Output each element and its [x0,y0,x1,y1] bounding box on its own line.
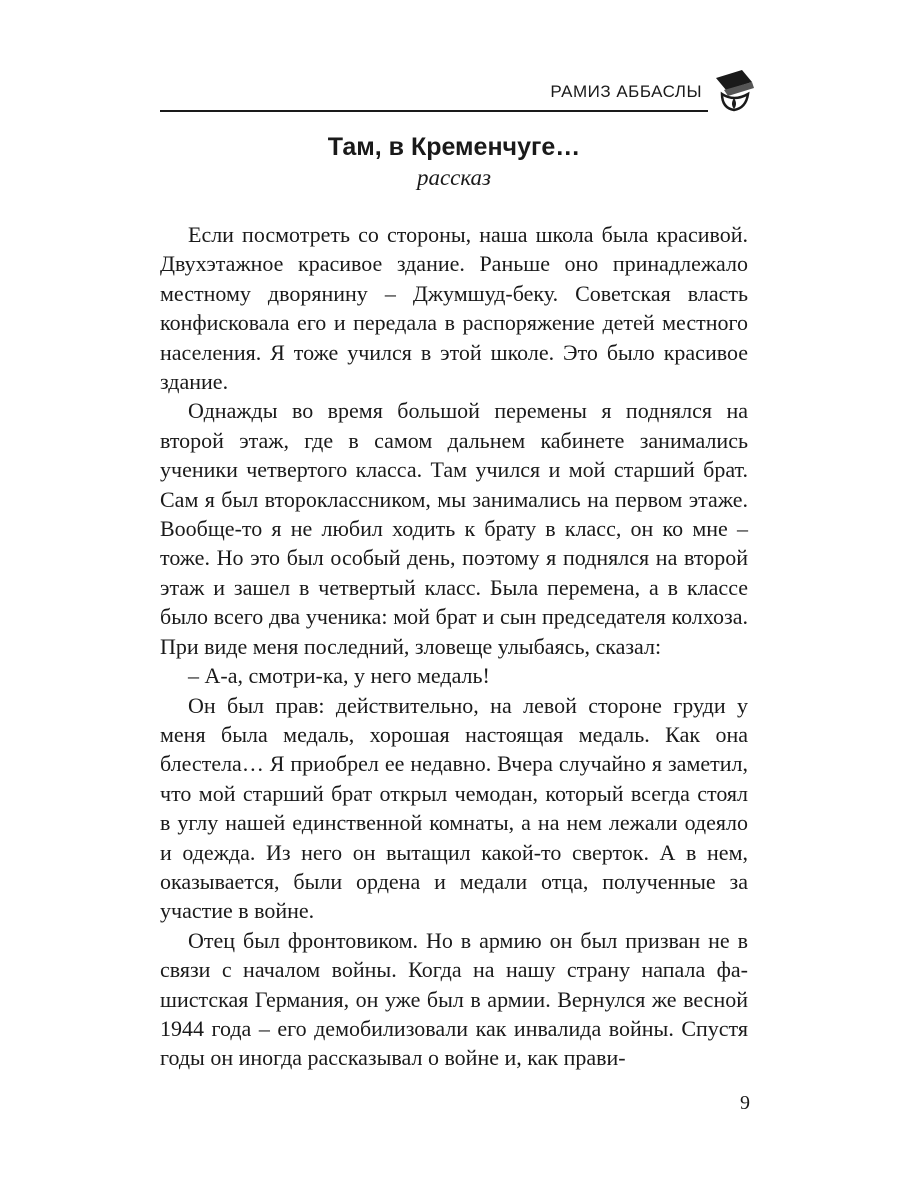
paragraph: Однажды во время большой перемены я поднялся на второй этаж, где в самом дальнем кабинете занимались ученики четвертого класса. Там учился и мой старший брат. Сам я был второклассником, мы занимались на первом этаже. Вообще-то я не любил ходить к брату в класс, он ко мне – тоже. Но это был особый день, поэтому я поднялся на второй этаж и зашел в четвертый класс. Была перемена, а в классе было всего два ученика: мой брат и сын председателя колхоза. При виде меня последний, зловеще улыбаясь, сказал: [160,398,748,659]
story-title: Там, в Кременчуге… [327,133,581,161]
story-subtitle: рассказ [416,165,492,190]
paragraph: Если посмотреть со стороны, наша школа была красивой. Двухэтажное красивое здание. Раньше оно принадлежало местному дворянину – Джумшуд-беку. Советская власть конфисковала его и передала в распоряжение детей местного населения. Я тоже учился в этой школе. Это было красивое здание. [160,222,748,395]
page-number: 9 [740,1092,750,1114]
title-block [160,132,748,192]
paragraph: Он был прав: действительно, на левой стороне груди у меня была медаль, хорошая настоящая медаль. Как она блестела… Я приобрел ее недавно. Вчера случайно я заметил, что мой старший брат открыл чемодан, который всегда стоял в углу нашей единственной комнаты, а на нем лежали одеяло и одежда. Из него он вытащил какой-то сверток. А в нем, оказывается, были ордена и медали отца, полученные за участие в войне. [160,692,748,924]
paragraph: – А-а, смотри-ка, у него медаль! [188,663,490,689]
hat-flame-icon [712,68,756,116]
header-rule [160,110,708,112]
running-head [160,68,760,114]
story-body [160,220,748,1073]
author-name: РАМИЗ АББАСЛЫ [550,82,702,101]
paragraph: Отец был фронтовиком. Но в армию он был призван не в связи с началом войны. Когда на нашу страну напала фашистская Германия, он уже был в армии. Вернулся же весной 1944 года – его демобилизовали как инвалида войны. Спустя годы он иногда рассказывал о войне и, как прави- [160,927,748,1071]
